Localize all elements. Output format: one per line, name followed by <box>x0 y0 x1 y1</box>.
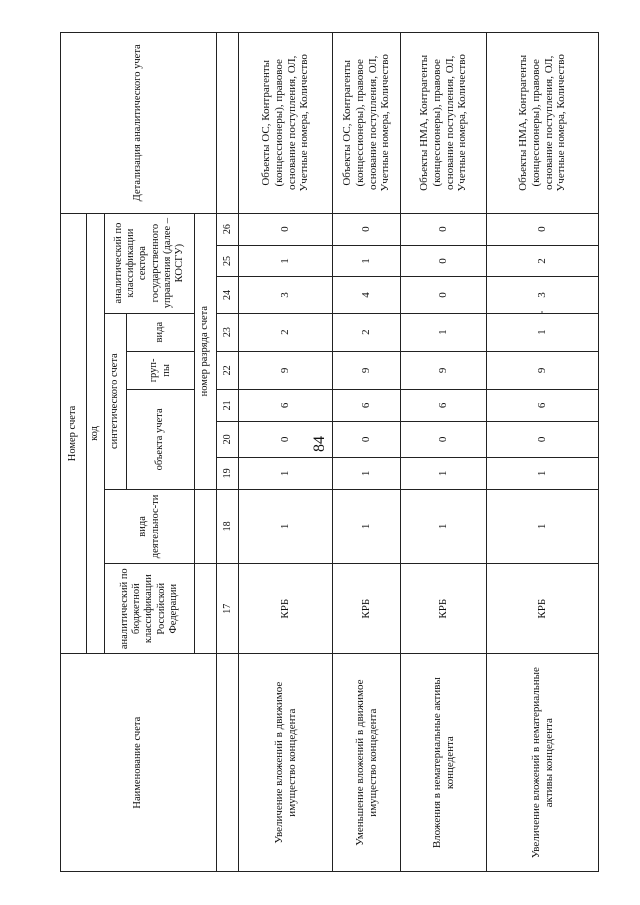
code-cell: КРБ <box>487 564 599 654</box>
code-cell: 0 <box>333 213 401 245</box>
table-row <box>401 33 487 872</box>
account-object-header: объекта учета <box>127 389 195 489</box>
account-name-cell: Увеличение вложений в нематериальные активы концедента <box>487 654 599 872</box>
rotated-table-wrapper <box>60 32 598 872</box>
code-cell: 1 <box>487 313 599 351</box>
code-cell: 1 <box>333 457 401 489</box>
col-number: 25 <box>217 245 239 277</box>
detail-cell: Объекты ОС, Контрагенты (концессионеры), правовое основание поступления, ОЛ, Учетные номера, Количество <box>333 33 401 214</box>
code-cell: 9 <box>401 351 487 389</box>
code-cell: 3 <box>239 277 333 313</box>
detail-header: Детализация аналитического учета <box>61 33 217 214</box>
code-cell: 2 <box>239 313 333 351</box>
code-cell: 1 <box>401 457 487 489</box>
account-name-cell: Увеличение вложений в движимое имущество концедента <box>239 654 333 872</box>
activity-type-header: вида деятельнос-ти <box>105 489 195 563</box>
code-cell: 0 <box>487 213 599 245</box>
code-cell: 9 <box>487 351 599 389</box>
account-table <box>60 32 599 872</box>
analytical-bk-header: аналитический по бюджетной классификации Российской Федерации <box>105 564 195 654</box>
col-number: 24 <box>217 277 239 313</box>
code-cell: 1 <box>487 457 599 489</box>
digit-number-header: номер разряда счета <box>195 213 217 489</box>
code-cell: 0 <box>239 421 333 457</box>
account-name-cell: Уменьшение вложений в движимое имущество концедента <box>333 654 401 872</box>
table-row <box>487 33 599 872</box>
code-cell: 1 <box>401 313 487 351</box>
group-header: груп-пы <box>127 351 195 389</box>
code-cell: 0 <box>401 245 487 277</box>
col-number: 18 <box>217 489 239 563</box>
code-cell: 1 <box>333 489 401 563</box>
code-cell: 3 <box>487 277 599 313</box>
col-number: 21 <box>217 389 239 421</box>
code-cell: 0 <box>401 213 487 245</box>
synthetic-header: синтетического счета <box>105 313 127 489</box>
code-cell: 0 <box>239 213 333 245</box>
code-cell: 2 <box>333 313 401 351</box>
code-cell: 0 <box>401 277 487 313</box>
code-cell: КРБ <box>401 564 487 654</box>
code-cell: 6 <box>401 389 487 421</box>
account-name-header: Наименование счета <box>61 654 217 872</box>
col-number: 19 <box>217 457 239 489</box>
col-number: 26 <box>217 213 239 245</box>
page-number: 84 <box>311 436 328 452</box>
detail-cell: Объекты НМА, Контрагенты (концессионеры), правовое основание поступления, ОЛ, Учетные номера, Количество <box>401 33 487 214</box>
code-cell: КРБ <box>333 564 401 654</box>
code-cell: КРБ <box>239 564 333 654</box>
code-cell: 6 <box>239 389 333 421</box>
table-row <box>333 33 401 872</box>
account-number-header: Номер счета <box>61 213 87 654</box>
code-cell: 1 <box>239 245 333 277</box>
code-cell: 0 <box>333 421 401 457</box>
code-cell: 2 <box>487 245 599 277</box>
account-name-cell: Вложения в нематериальные активы концедента <box>401 654 487 872</box>
code-cell: 9 <box>239 351 333 389</box>
col-number: 20 <box>217 421 239 457</box>
code-cell: 1 <box>401 489 487 563</box>
code-cell: 0 <box>487 421 599 457</box>
code-cell: 9 <box>333 351 401 389</box>
code-cell: 4 <box>333 277 401 313</box>
kind-header: вида <box>127 313 195 351</box>
code-cell: 1 <box>487 489 599 563</box>
code-cell: 1 <box>333 245 401 277</box>
column-number-row <box>217 33 239 872</box>
code-cell: 1 <box>239 457 333 489</box>
code-header: код <box>87 213 105 654</box>
code-cell: 1 <box>239 489 333 563</box>
detail-cell: Объекты НМА, Контрагенты (концессионеры), правовое основание поступления, ОЛ, Учетные номера, Количество <box>487 33 599 214</box>
table-row <box>239 33 333 872</box>
col-number: 17 <box>217 564 239 654</box>
code-cell: 6 <box>333 389 401 421</box>
kosgu-header: аналитический по классификации сектора государственного управления (далее – КОСГУ) <box>105 213 195 313</box>
detail-cell: Объекты ОС, Контрагенты (концессионеры), правовое основание поступления, ОЛ, Учетные номера, Количество <box>239 33 333 214</box>
code-cell: 6 <box>487 389 599 421</box>
col-number: 22 <box>217 351 239 389</box>
code-cell: 0 <box>401 421 487 457</box>
col-number: 23 <box>217 313 239 351</box>
